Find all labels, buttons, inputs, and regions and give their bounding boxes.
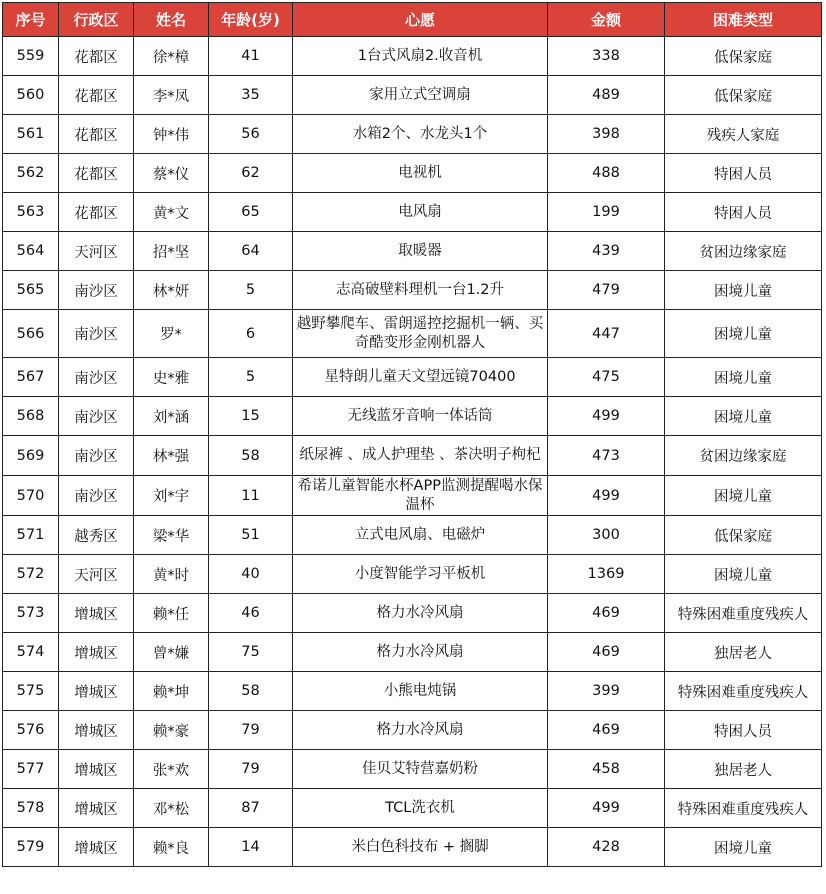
cell-type: 低保家庭 [665, 76, 822, 115]
cell-wish: 电视机 [293, 154, 548, 193]
cell-wish: 1台式风扇2.收音机 [293, 37, 548, 76]
cell-wish: 佳贝艾特营嘉奶粉 [293, 750, 548, 789]
cell-wish: 米白色科技布 + 搁脚 [293, 828, 548, 867]
cell-age: 87 [209, 789, 293, 828]
cell-wish: 格力水冷风扇 [293, 594, 548, 633]
table-row [3, 555, 822, 594]
table-row [3, 633, 822, 672]
cell-wish: 星特朗儿童天文望远镜70400 [293, 358, 548, 397]
cell-type: 困境儿童 [665, 271, 822, 310]
cell-district: 越秀区 [59, 516, 134, 555]
table-row [3, 232, 822, 271]
cell-name: 赖*任 [134, 594, 209, 633]
table-row [3, 358, 822, 397]
cell-name: 罗* [134, 310, 209, 358]
cell-no: 564 [3, 232, 59, 271]
cell-district: 增城区 [59, 828, 134, 867]
cell-amount: 469 [548, 633, 665, 672]
cell-type: 困境儿童 [665, 358, 822, 397]
cell-name: 林*妍 [134, 271, 209, 310]
cell-amount: 499 [548, 789, 665, 828]
header-amount: 金额 [548, 3, 665, 37]
cell-amount: 489 [548, 76, 665, 115]
cell-wish: 无线蓝牙音响一体话筒 [293, 397, 548, 436]
cell-name: 梁*华 [134, 516, 209, 555]
table-row [3, 750, 822, 789]
cell-type: 特殊困难重度残疾人 [665, 789, 822, 828]
cell-amount: 469 [548, 711, 665, 750]
cell-district: 南沙区 [59, 397, 134, 436]
cell-amount: 439 [548, 232, 665, 271]
cell-district: 南沙区 [59, 310, 134, 358]
cell-amount: 428 [548, 828, 665, 867]
cell-age: 14 [209, 828, 293, 867]
header-district: 行政区 [59, 3, 134, 37]
cell-wish: 小度智能学习平板机 [293, 555, 548, 594]
cell-age: 79 [209, 750, 293, 789]
cell-type: 独居老人 [665, 750, 822, 789]
cell-district: 南沙区 [59, 271, 134, 310]
cell-district: 花都区 [59, 37, 134, 76]
cell-age: 58 [209, 436, 293, 476]
cell-name: 蔡*仪 [134, 154, 209, 193]
cell-type: 特困人员 [665, 154, 822, 193]
cell-type: 困境儿童 [665, 397, 822, 436]
cell-no: 565 [3, 271, 59, 310]
cell-district: 南沙区 [59, 436, 134, 476]
cell-age: 40 [209, 555, 293, 594]
cell-name: 曾*嫌 [134, 633, 209, 672]
cell-name: 赖*良 [134, 828, 209, 867]
cell-amount: 399 [548, 672, 665, 711]
cell-wish: TCL洗衣机 [293, 789, 548, 828]
cell-name: 赖*坤 [134, 672, 209, 711]
cell-age: 15 [209, 397, 293, 436]
table-row [3, 711, 822, 750]
cell-district: 花都区 [59, 76, 134, 115]
cell-no: 579 [3, 828, 59, 867]
cell-no: 559 [3, 37, 59, 76]
table-row [3, 76, 822, 115]
cell-district: 增城区 [59, 633, 134, 672]
table-row [3, 271, 822, 310]
cell-age: 64 [209, 232, 293, 271]
cell-amount: 338 [548, 37, 665, 76]
cell-no: 572 [3, 555, 59, 594]
table-row [3, 516, 822, 555]
header-age: 年龄(岁) [209, 3, 293, 37]
cell-district: 增城区 [59, 594, 134, 633]
cell-amount: 1369 [548, 555, 665, 594]
cell-name: 史*雅 [134, 358, 209, 397]
table-row [3, 37, 822, 76]
cell-name: 邓*松 [134, 789, 209, 828]
cell-type: 特殊困难重度残疾人 [665, 594, 822, 633]
cell-name: 黄*时 [134, 555, 209, 594]
cell-district: 增城区 [59, 711, 134, 750]
cell-district: 天河区 [59, 555, 134, 594]
table-row [3, 310, 822, 358]
cell-wish: 纸尿裤 、成人护理垫 、茶决明子枸杞 [293, 436, 548, 476]
cell-name: 钟*伟 [134, 115, 209, 154]
cell-name: 张*欢 [134, 750, 209, 789]
cell-type: 贫困边缘家庭 [665, 232, 822, 271]
cell-age: 51 [209, 516, 293, 555]
table-body [3, 37, 822, 867]
table-row [3, 594, 822, 633]
cell-type: 困境儿童 [665, 555, 822, 594]
cell-district: 花都区 [59, 193, 134, 232]
header-no: 序号 [3, 3, 59, 37]
cell-no: 574 [3, 633, 59, 672]
cell-no: 571 [3, 516, 59, 555]
cell-type: 残疾人家庭 [665, 115, 822, 154]
cell-amount: 473 [548, 436, 665, 476]
cell-district: 花都区 [59, 154, 134, 193]
cell-amount: 499 [548, 397, 665, 436]
cell-name: 招*坚 [134, 232, 209, 271]
cell-wish: 希诺儿童智能水杯APP监测提醒喝水保温杯 [293, 476, 548, 516]
cell-wish: 格力水冷风扇 [293, 633, 548, 672]
cell-type: 困境儿童 [665, 828, 822, 867]
cell-district: 天河区 [59, 232, 134, 271]
table-row [3, 154, 822, 193]
cell-name: 刘*涵 [134, 397, 209, 436]
table-row [3, 789, 822, 828]
cell-type: 低保家庭 [665, 516, 822, 555]
cell-age: 62 [209, 154, 293, 193]
cell-type: 困境儿童 [665, 476, 822, 516]
cell-no: 567 [3, 358, 59, 397]
cell-age: 41 [209, 37, 293, 76]
table-row [3, 397, 822, 436]
cell-age: 75 [209, 633, 293, 672]
cell-age: 58 [209, 672, 293, 711]
cell-wish: 电风扇 [293, 193, 548, 232]
cell-wish: 小熊电炖锅 [293, 672, 548, 711]
cell-type: 独居老人 [665, 633, 822, 672]
wish-table [2, 2, 822, 867]
cell-no: 577 [3, 750, 59, 789]
table-row [3, 828, 822, 867]
cell-wish: 格力水冷风扇 [293, 711, 548, 750]
header-type: 困难类型 [665, 3, 822, 37]
cell-type: 特困人员 [665, 711, 822, 750]
cell-name: 徐*樟 [134, 37, 209, 76]
cell-age: 11 [209, 476, 293, 516]
cell-no: 573 [3, 594, 59, 633]
cell-district: 增城区 [59, 789, 134, 828]
cell-age: 56 [209, 115, 293, 154]
cell-wish: 越野攀爬车、雷朗遥控挖掘机一辆、买奇酷变形金刚机器人 [293, 310, 548, 358]
cell-district: 增城区 [59, 672, 134, 711]
cell-age: 6 [209, 310, 293, 358]
cell-no: 578 [3, 789, 59, 828]
cell-district: 增城区 [59, 750, 134, 789]
cell-wish: 水箱2个、水龙头1个 [293, 115, 548, 154]
table-row [3, 115, 822, 154]
cell-no: 561 [3, 115, 59, 154]
cell-name: 黄*文 [134, 193, 209, 232]
header-row [3, 3, 822, 37]
cell-amount: 479 [548, 271, 665, 310]
cell-no: 568 [3, 397, 59, 436]
cell-amount: 398 [548, 115, 665, 154]
table-row [3, 476, 822, 516]
cell-amount: 469 [548, 594, 665, 633]
header-name: 姓名 [134, 3, 209, 37]
cell-amount: 300 [548, 516, 665, 555]
cell-type: 困境儿童 [665, 310, 822, 358]
cell-amount: 458 [548, 750, 665, 789]
cell-no: 576 [3, 711, 59, 750]
cell-type: 特殊困难重度残疾人 [665, 672, 822, 711]
cell-name: 李*凤 [134, 76, 209, 115]
cell-amount: 475 [548, 358, 665, 397]
cell-type: 特困人员 [665, 193, 822, 232]
cell-age: 46 [209, 594, 293, 633]
cell-wish: 取暖器 [293, 232, 548, 271]
cell-name: 刘*宇 [134, 476, 209, 516]
cell-type: 贫困边缘家庭 [665, 436, 822, 476]
table-row [3, 193, 822, 232]
cell-type: 低保家庭 [665, 37, 822, 76]
cell-no: 560 [3, 76, 59, 115]
cell-age: 79 [209, 711, 293, 750]
cell-amount: 499 [548, 476, 665, 516]
table-row [3, 672, 822, 711]
cell-no: 569 [3, 436, 59, 476]
cell-wish: 志高破壁料理机一台1.2升 [293, 271, 548, 310]
cell-wish: 家用立式空调扇 [293, 76, 548, 115]
cell-age: 5 [209, 358, 293, 397]
cell-wish: 立式电风扇、电磁炉 [293, 516, 548, 555]
cell-no: 563 [3, 193, 59, 232]
cell-amount: 488 [548, 154, 665, 193]
cell-age: 65 [209, 193, 293, 232]
cell-district: 南沙区 [59, 476, 134, 516]
cell-name: 赖*豪 [134, 711, 209, 750]
cell-name: 林*强 [134, 436, 209, 476]
cell-amount: 447 [548, 310, 665, 358]
cell-district: 南沙区 [59, 358, 134, 397]
cell-no: 575 [3, 672, 59, 711]
header-wish: 心愿 [293, 3, 548, 37]
cell-age: 5 [209, 271, 293, 310]
cell-amount: 199 [548, 193, 665, 232]
cell-no: 562 [3, 154, 59, 193]
cell-district: 花都区 [59, 115, 134, 154]
table-row [3, 436, 822, 476]
cell-age: 35 [209, 76, 293, 115]
cell-no: 570 [3, 476, 59, 516]
cell-no: 566 [3, 310, 59, 358]
